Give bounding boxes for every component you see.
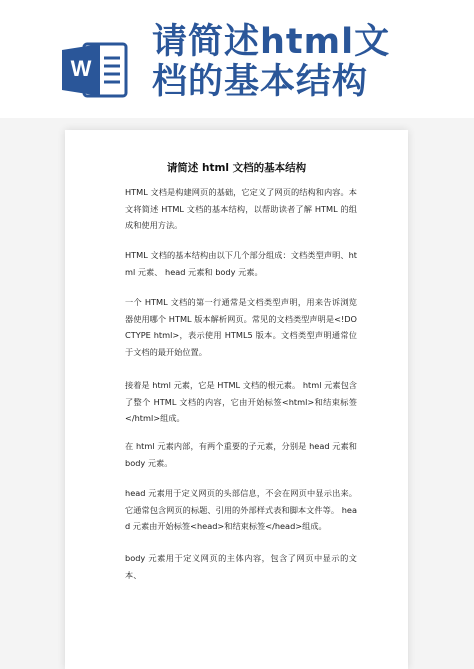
document-title: 请简述 html 文档的基本结构 — [166, 162, 307, 174]
paragraph: head 元素用于定义网页的头部信息，不会在网页中显示出来。它通常包含网页的标题、引用的外部样式表和脚本文件等。 head 元素由开始标签<head>和结束标签</head>组成。 — [125, 488, 357, 531]
paragraph: 一个 HTML 文档的第一行通常是文档类型声明，用来告诉浏览器使用哪个 HTML 版本解析网页。常见的文档类型声明是<!DOCTYPE html>，表示使用 HTML5 版本。文档类型声明通常位于文档的最开始位置。 — [125, 297, 357, 357]
paragraph: body 元素用于定义网页的主体内容，包含了网页中显示的文本、 — [125, 553, 357, 580]
svg-text:W: W — [70, 56, 92, 81]
header-title: 请简述html文 档的基本结构 — [152, 22, 391, 102]
paragraph: 在 html 元素内部，有两个重要的子元素，分别是 head 元素和 body 元素。 — [125, 441, 357, 468]
document-page — [65, 130, 408, 669]
word-document-icon — [60, 40, 130, 100]
paragraph: HTML 文档的基本结构由以下几个部分组成：文档类型声明、html 元素、 head 元素和 body 元素。 — [125, 250, 357, 277]
paragraph: HTML 文档是构建网页的基础，它定义了网页的结构和内容。本文将简述 HTML 文档的基本结构，以帮助读者了解 HTML 的组成和使用方法。 — [125, 187, 357, 230]
header-banner — [0, 0, 474, 118]
paragraph: 接着是 html 元素，它是 HTML 文档的根元素。 html 元素包含了整个 HTML 文档的内容，它由开始标签<html>和结束标签</html>组成。 — [125, 380, 357, 423]
